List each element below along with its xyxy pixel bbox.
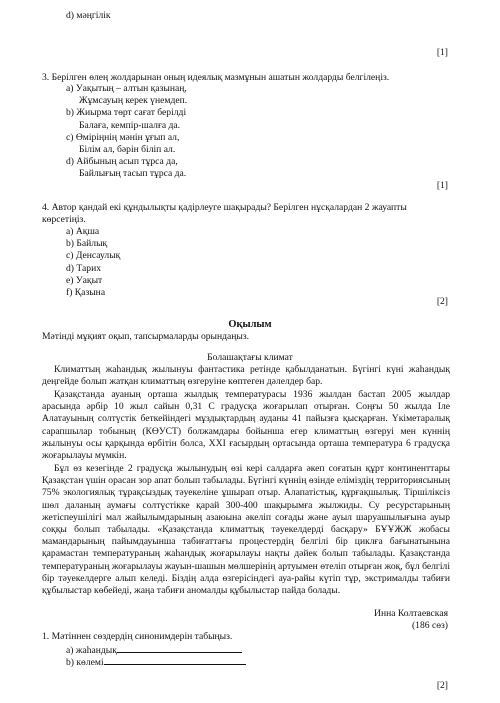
previous-option-d: d) мәңгілік <box>66 10 111 21</box>
score-question-3: [1] <box>436 180 448 191</box>
q4-option-e: e) Уақыт <box>66 274 103 286</box>
text-author: Инна Колтаевская <box>374 608 448 619</box>
question-4-options <box>66 226 120 299</box>
q3-option-a-line1: a) Уақытың – алтын қазынаң, <box>66 83 187 94</box>
q3-option-c-line2: Білім ал, бәрін біліп ал. <box>79 144 176 156</box>
task-1-item-a-label: a) жаһандық <box>66 645 117 656</box>
q4-option-a: a) Ақша <box>66 226 100 237</box>
question-3-options <box>66 83 187 181</box>
q4-option-b: b) Байлық <box>66 238 108 250</box>
question-3-text: 3. Берілген өлең жолдарынан оның идеялық мазмұнын ашатын жолдарды белгілеңіз. <box>42 72 390 83</box>
q3-option-c-line1: c) Өміріңнің мәнін ұғып ал, <box>66 131 180 143</box>
score-previous-question: [1] <box>436 47 448 58</box>
score-question-4: [2] <box>436 296 448 307</box>
q3-option-d-line2: Байлығың тасып тұрса да. <box>79 168 187 180</box>
question-4-text: 4. Автор қандай екі құндылықты қадірлеуге шақырады? Берілген нұсқалардан 2 жауапты көрсетіңіз. <box>42 202 407 226</box>
q4-option-c: c) Денсаулық <box>66 250 121 262</box>
task-1-item-b <box>66 655 246 669</box>
q3-option-d-line1: d) Айбының асып тұрса да, <box>66 156 178 168</box>
reading-instruction: Мәтінді мұқият оқып, тапсырмаларды орындаңыз. <box>42 331 250 342</box>
q3-option-b-line1: b) Жиырма төрт сағат берілді <box>66 107 187 119</box>
q3-option-a-line2: Жұмсауың керек үнемдеп. <box>79 95 188 107</box>
task-1-item-b-label: b) көлемі <box>66 657 104 668</box>
reading-title: Болашақтағы климат <box>207 352 293 363</box>
q4-option-d: d) Тарих <box>66 262 101 274</box>
task-1-answer-line-b[interactable] <box>104 655 246 665</box>
reading-heading: Оқылым <box>228 319 272 330</box>
text-word-count: (186 сөз) <box>411 620 448 631</box>
reading-paragraph-3: Бұл өз кезегінде 2 градусқа жылынудың өзі кері салдарға әкеп соғатын құрт континенттары Қазақстан үшін орасан зор апат болып табылады. Бүгінгі күннің өзінде еліміздің территориясының 75% экологиялық тұрақсыздық тәуекеліне ұшырап отыр. Алапатістық, құрғақшылық. Тіршіліксіз шөл даланың аумағы солтүстікке қарай 300-400 шақырымға жылжиды. Су ресурстарының жетіспеушілігі мал жайылымдарының азаюына әкеліп соғады және ауыл шаруашылығына ауыр соққы болып табылады. «Қазақстанда климаттық тәуекелдерді басқару» БҰҰЖЖ жобасы мамандарының пайымдауынша табиғаттағы процестердің белгілі бір циклға бағынатынына қарамастан температураның жаһандық жоғарылауы нақты дәйек болып табылады. Қазақстанда температураның жоғарылауы жауын-шашын мөлшерінің артуымен өтеліп отырған жоқ, бұл белгілі бір тәуекелдерге алып келеді. Біздің алда өзгерісіндегі ауа-райы күтіп тұр, экстрималды табиғи құбылыстар көбейеді, жаңа табиғи аномалды құбылыстар пайда болады. <box>42 463 450 597</box>
reading-paragraph-2: Қазақстанда ауаның орташа жылдық температурасы 1936 жылдан бастап 2005 жылдар арасында әрбір 10 жыл сайын 0,31 С градусқа жоғарылап отырған. Соңғы 50 жылда Іле Алатауының солтүстік беткейіндегі мұздықтардың ауданы 41 пайызға қысқарған. Үкіметаралық сарапшылар тобының (КӨУСТ) болжамдары бойынша егер климаттың өзгеруі мен күннің жылынуы осы қарқында өрбітін болса, XXI ғасырдың ортасында орташа температура 6 градусқа жоғарылауы мүмкін. <box>42 389 450 462</box>
score-task-1: [2] <box>436 680 448 691</box>
task-1-text: 1. Мәтіннен сөздердің синонимдерін табыңыз. <box>42 631 233 642</box>
reading-paragraph-1: Климаттың жаһандық жылынуы фантастика ретінде қабылданатын. Бүгінгі күні жаһандық деңгейде болып жатқан климаттың өзгеруіне көптеген дәлелдер бар. <box>42 364 450 388</box>
q3-option-b-line2: Балаға, кемпір-шалға да. <box>79 119 181 131</box>
task-1-answer-line-a[interactable] <box>117 643 242 653</box>
q4-option-f: f) Қазына <box>66 287 106 299</box>
